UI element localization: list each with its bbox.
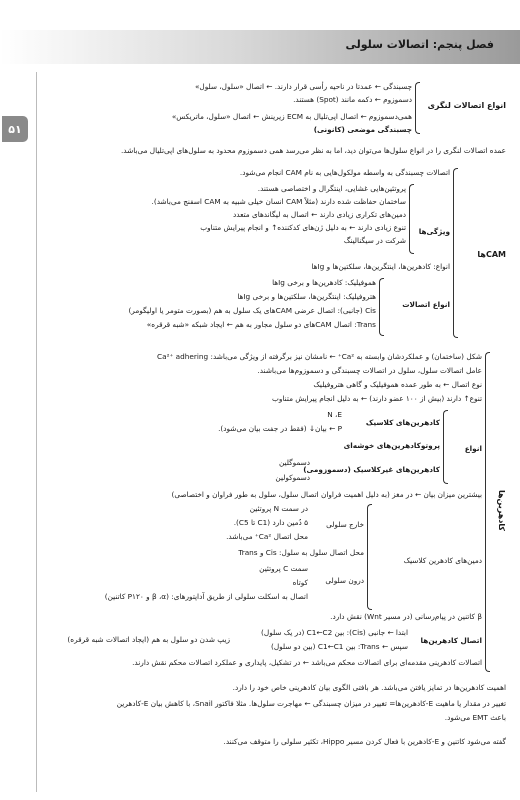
cad-classic-p: P ← بیان↓ (فقط در جفت بیان می‌شود). bbox=[218, 424, 342, 433]
page-number-tab: ۵۱ bbox=[2, 116, 28, 142]
cad-classic: کادهرین‌های کلاسیک bbox=[365, 418, 440, 427]
cam-types: انواع: کادهرین‌ها، اینتگرین‌ها، سلکتین‌ها و Igها bbox=[311, 262, 450, 271]
note-2: تغییر در مقدار یا ماهیت E-کادهرین‌ها= تغییر در میزان چسبندگی ← مهاجرت سلول‌ها. مثلا فاکتور Snail، با کاهش بیان E-کادهرین bbox=[116, 699, 506, 708]
cad-line-18: کوتاه bbox=[292, 578, 308, 587]
cad-line-21: ابتدا ← جانبی (Cis): بین C1←C2 (در یک سلول) bbox=[261, 628, 408, 637]
cad-line-16: محل اتصال سلول به سلول: Cis و Trans bbox=[238, 548, 364, 557]
cad-line-24: اتصالات کادهرینی مقدمه‌ای برای اتصالات محکم می‌باشد ← در تشکیل، پایداری و عملکرد اتصالات محکم نقش دارند. bbox=[132, 658, 482, 667]
note-1: اهمیت کادهرین‌ها در تمایز یافتن می‌باشد. هر بافتی الگوی بیان کادهرینی خاص خود را دارد. bbox=[232, 683, 506, 692]
cam-line-9: Cis (جانبی): اتصال عرضی CAMهای یک سلول به هم (بصورت متومر یا اولیگومر) bbox=[128, 306, 376, 315]
cam-line-5: تنوع زیادی دارند ← به دلیل ژن‌های کدکننده↑ و انجام پیرایش متناوب bbox=[200, 223, 406, 232]
cad-line-22: سپس ← Trans: بین C1←C1 (بین دو سلول) bbox=[271, 642, 408, 651]
cad-line-15: محل اتصال Ca²⁺ می‌باشد. bbox=[226, 532, 308, 541]
brace-cam bbox=[453, 168, 458, 338]
cam-line-8: هتروفیلیک: اینتگرین‌ها، سلکتین‌ها و برخی Igها bbox=[237, 292, 376, 301]
cadherin-label: کادهرین‌ها bbox=[497, 490, 506, 532]
cam-line-4: دمین‌های تکراری زیادی دارند ← اتصال به لیگاندهای متعدد bbox=[232, 210, 406, 219]
cad-line-23: زیپ شدن دو سلول به هم (ایجاد اتصالات شبه قرقره) bbox=[67, 635, 230, 644]
note-2b: باعث EMT می‌شود. bbox=[444, 713, 506, 722]
cad-line-1: شکل (ساختمان) و عملکردشان وابسته به Ca²⁺ ← نامشان نیز برگرفته از ویژگی می‌باشد: Ca²⁺ adhering bbox=[157, 352, 482, 361]
note-3: گفته می‌شود کاتنین و E-کادهرین با فعال کردن مسیر Hippo، تکثیر سلولی را متوقف می‌کنند. bbox=[223, 737, 506, 746]
cad-line-3: نوع اتصال ← به طور عمده هموفیلیک و گاهی هتروفیلیک bbox=[313, 380, 482, 389]
margin-line bbox=[36, 72, 37, 792]
cam-label: CAMها bbox=[477, 250, 506, 259]
brace-cam-props bbox=[409, 184, 414, 254]
cad-line-17: سمت C پروتئین bbox=[259, 564, 308, 573]
brace-cam-conn bbox=[379, 278, 384, 336]
cad-nonclassic: کادهرین‌های غیرکلاسیک (دسموزومی) bbox=[303, 465, 440, 474]
cad-line-20: β کاتنین در پیام‌رسانی (در مسیر Wnt) نقش دارد. bbox=[330, 612, 482, 621]
cam-line-2: پروتئین‌هایی غشایی، اینتگرال و اختصاصی هستند. bbox=[257, 184, 406, 193]
cad-desmoglein: دسموگلین bbox=[279, 458, 310, 467]
anchoring-types-label: انواع اتصالات لنگری bbox=[427, 101, 506, 110]
cam-props-label: ویژگی‌ها bbox=[418, 227, 450, 236]
cad-line-2: عامل اتصالات سلول، سلول در اتصالات چسبندگی و دسموزوم‌ها می‌باشند. bbox=[257, 366, 482, 375]
chapter-title: فصل پنجم: اتصالات سلولی bbox=[345, 38, 494, 51]
anchoring-line-1: چسبندگی ← عمدتا در ناحیه رأسی قرار دارند. ← اتصال «سلول، سلول» bbox=[194, 82, 412, 91]
cad-line-4: تنوع↑ دارند (بیش از ۱۰۰ عضو دارند) ← به دلیل انجام پیرایش متناوب bbox=[272, 394, 482, 403]
cad-intra-label: درون سلولی bbox=[325, 576, 364, 585]
cad-ext-label: خارج سلولی bbox=[326, 520, 364, 529]
cam-line-6: شرکت در سیگنالینگ bbox=[343, 236, 406, 245]
cad-desmocollin: دسموکولین bbox=[275, 473, 310, 482]
brace-cadherin bbox=[485, 352, 490, 672]
brace-anchoring bbox=[415, 82, 420, 134]
anchoring-line-4: چسبندگی موضعی (کانونی) bbox=[313, 125, 412, 134]
cam-line-3: ساختمان حفاظت شده دارند (مثلاً CAM انسان خیلی شبیه به CAM اسفنج می‌باشد). bbox=[151, 197, 406, 206]
brace-cad-domains bbox=[367, 504, 372, 610]
cam-line-1: اتصالات چسبندگی به واسطه مولکول‌هایی به نام CAM انجام می‌شود. bbox=[239, 168, 450, 177]
cad-types-label: انواع bbox=[464, 444, 482, 453]
cad-line-12: بیشترین میزان بیان ← در مغز (به دلیل اهمیت فراوان اتصال سلول، سلول به طور فراوان و اختصاصی) bbox=[171, 490, 482, 499]
cad-line-14: ۵ دُمین دارد (C1 تا C5). bbox=[233, 518, 308, 527]
cad-domains-label: دمین‌های کادهرین کلاسیک bbox=[403, 556, 482, 565]
cad-line-19: اتصال به اسکلت سلولی از طریق آداپتورهای: (β ،α و P۱۲۰ کاتنین) bbox=[104, 592, 308, 601]
cad-line-13: در سمت N پروتئین bbox=[249, 504, 308, 513]
anchoring-note: عمده اتصالات لنگری را در انواع سلول‌ها می‌توان دید، اما به نظر می‌رسد همی دسموزوم محدود به سلول‌های اپی‌تلیال می‌باشد. bbox=[120, 146, 506, 155]
anchoring-line-2: دسموزوم ← دکمه مانند (Spot) هستند. bbox=[293, 95, 412, 104]
cam-line-7: هموفیلیک: کادهرین‌ها و برخی Igها bbox=[272, 278, 376, 287]
cad-proto: پروتوکادهرین‌های خوشه‌ای bbox=[343, 441, 440, 450]
cam-line-10: Trans: اتصال CAMهای دو سلول مجاور به هم ← ایجاد شبکه «شبه قرقره» bbox=[146, 320, 376, 329]
cam-conn-label: انواع اتصالات bbox=[402, 300, 450, 309]
cad-link-label: اتصال کادهرین‌ها bbox=[420, 636, 482, 645]
anchoring-line-3: همی‌دسموزوم ← اتصال اپی‌تلیال به ECM زیرینش ← اتصال «سلول، ماتریکس» bbox=[171, 112, 412, 121]
brace-cad-types bbox=[443, 410, 448, 484]
chapter-header bbox=[0, 30, 520, 64]
cad-classic-en: N ،E bbox=[327, 410, 342, 419]
